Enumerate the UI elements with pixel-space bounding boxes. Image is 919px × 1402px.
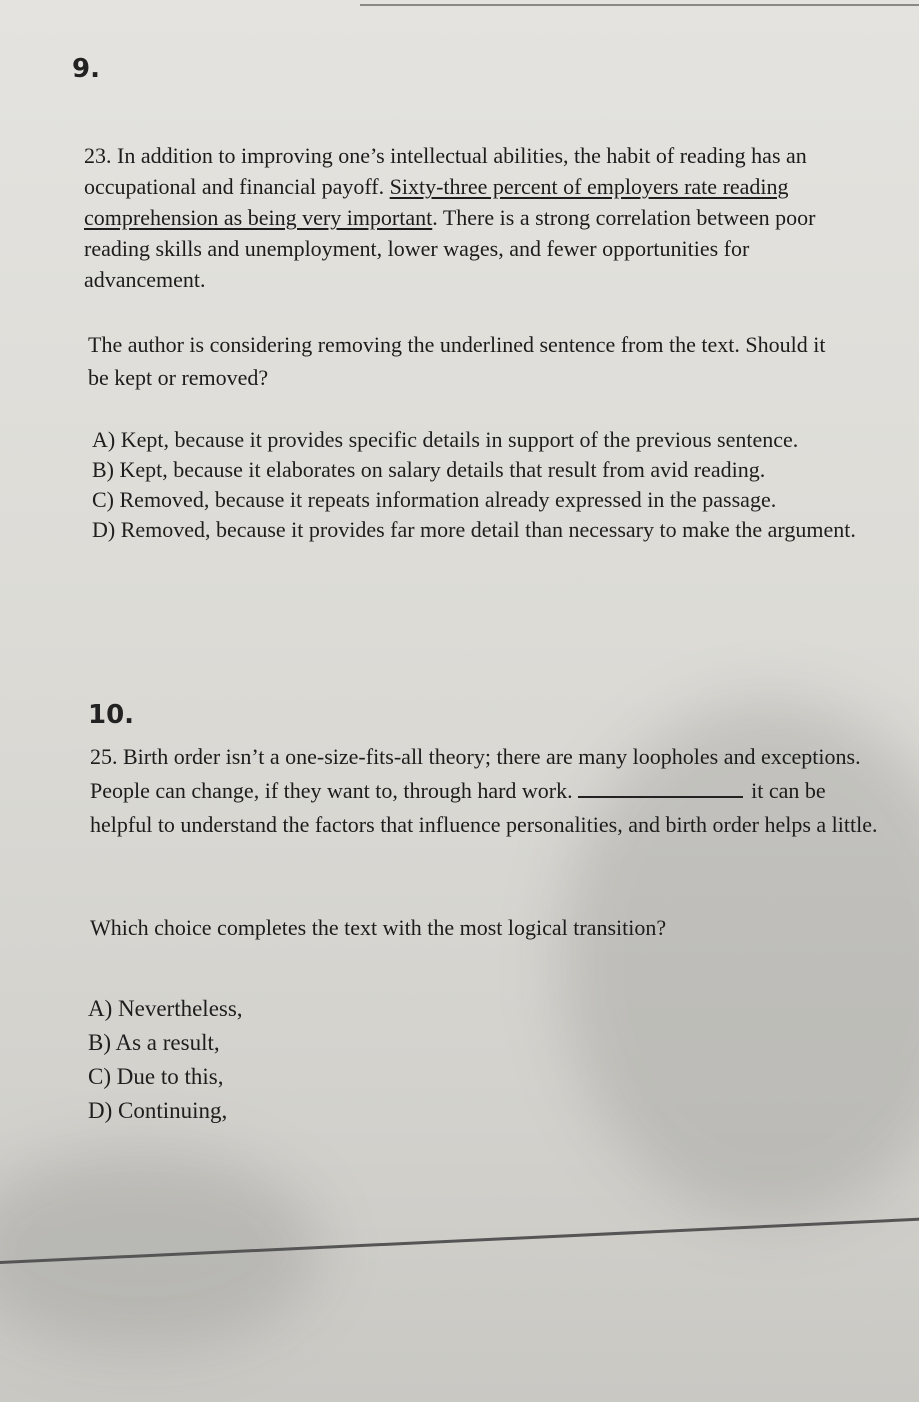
question-10-passage [90,740,890,842]
choice-10-b[interactable]: B) As a result, [88,1030,220,1055]
question-9-choices [92,425,862,545]
question-10-choices [88,992,588,1128]
choice-9-b[interactable]: B) Kept, because it elaborates on salary details that result from avid reading. [92,457,766,482]
choice-9-a[interactable]: A) Kept, because it provides specific details in support of the previous sentence. [92,427,799,452]
question-10-prompt: Which choice completes the text with the most logical transition? [90,915,667,940]
question-9-passage [84,140,852,295]
question-10-number: 10. [88,700,135,730]
passage-9-lead: 23. In addition to improving one’s intellectual abilities, the habit of reading has an occupational and financial payoff. [84,143,807,199]
passage-9-tail: . There is a strong correlation between poor reading skills and unemployment, lower wages, and fewer opportunities for advancement. [84,205,816,292]
passage-10-lead: 25. Birth order isn’t a one-size-fits-all theory; there are many loopholes and exceptions. People can change, if they want to, through hard work. [90,744,861,803]
top-edge-line [360,4,919,6]
question-9-prompt: The author is considering removing the underlined sentence from the text. Should it be kept or removed? [88,332,826,390]
passage-10-after-blank: it can be helpful to understand the factors that influence personalities, and birth order helps a little. [90,778,878,837]
choice-10-d[interactable]: D) Continuing, [88,1098,228,1123]
choice-10-c[interactable]: C) Due to this, [88,1064,224,1089]
answer-blank [578,774,743,798]
passage-9-underlined-sentence: Sixty-three percent of employers rate reading comprehension as being very important [84,174,789,230]
choice-9-d[interactable]: D) Removed, because it provides far more detail than necessary to make the argument. [92,517,856,542]
question-9-number: 9. [72,54,100,84]
choice-9-c[interactable]: C) Removed, because it repeats information already expressed in the passage. [92,487,777,512]
choice-10-a[interactable]: A) Nevertheless, [88,996,243,1021]
